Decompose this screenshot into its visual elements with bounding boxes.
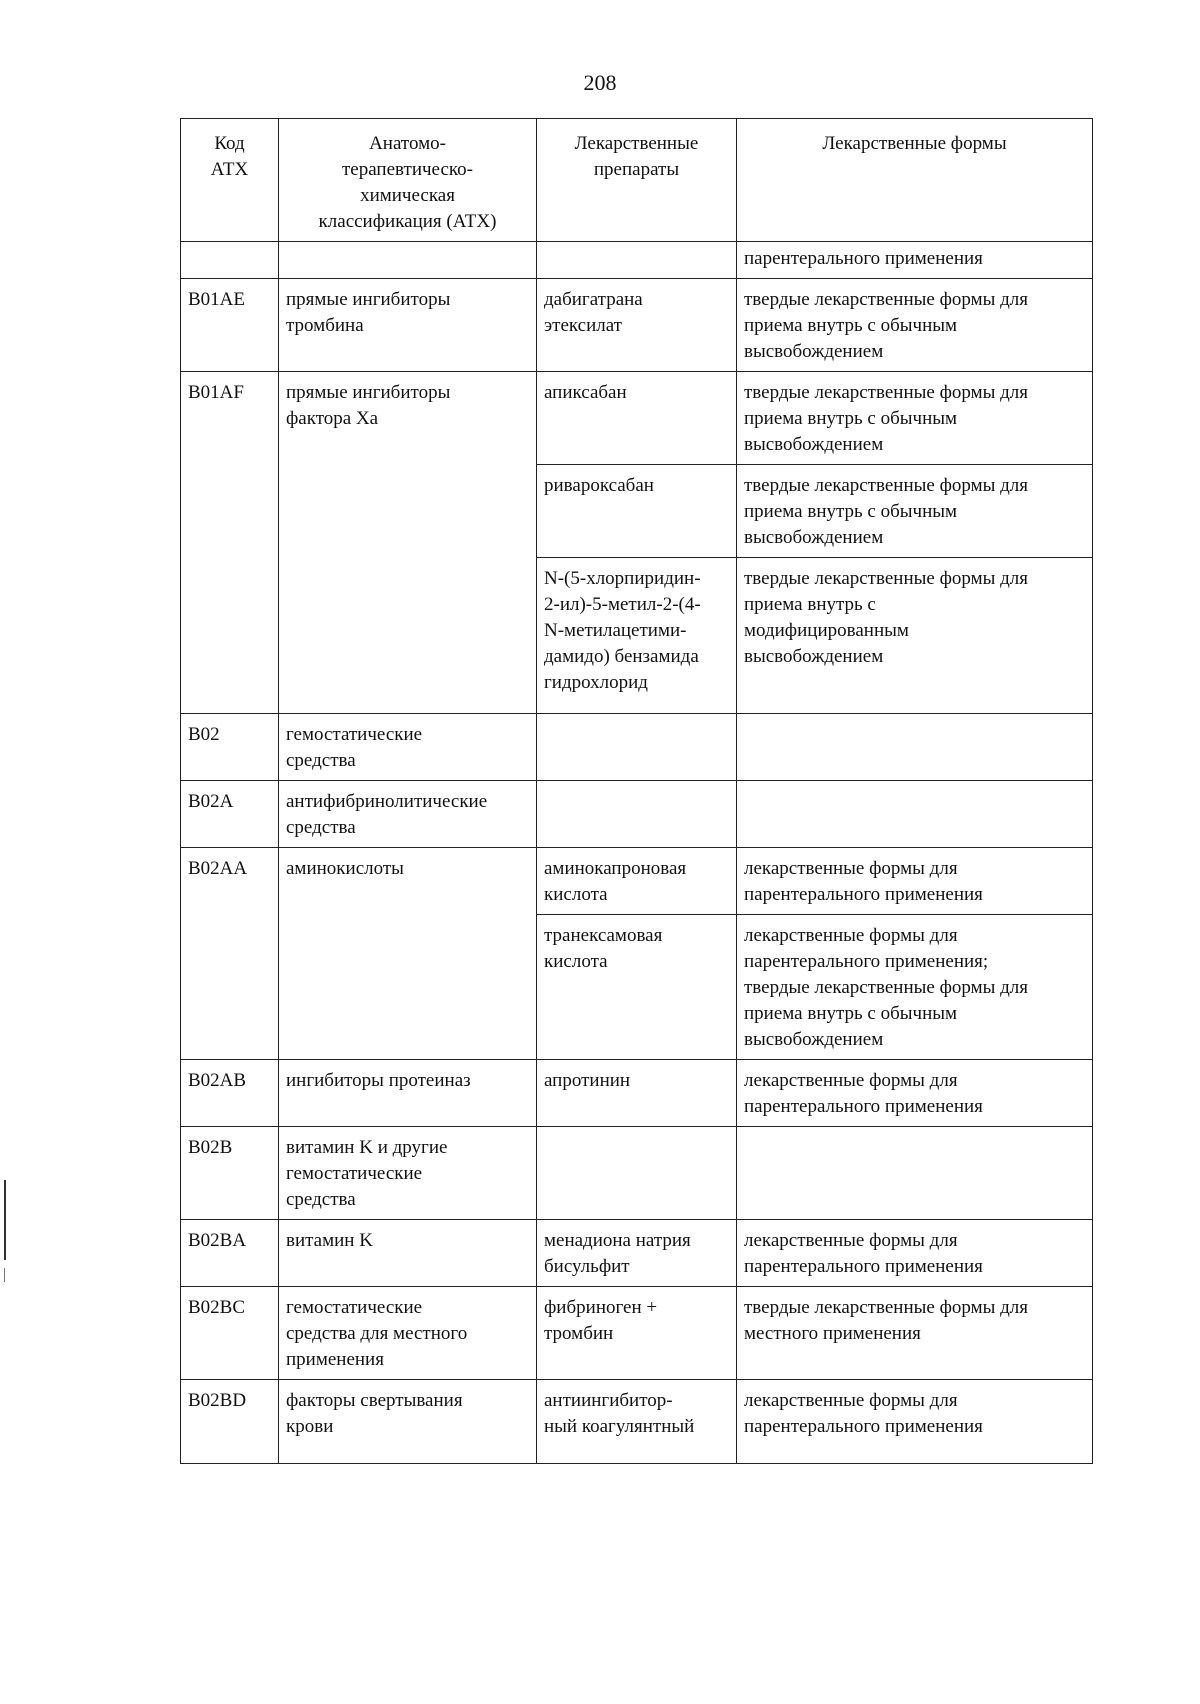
table-row-b01ae [181, 279, 1093, 372]
header-forms: Лекарственные формы [737, 119, 1093, 242]
cell-classification: витамин K и другие гемостатические средства [279, 1127, 537, 1220]
cell-code: B02B [181, 1127, 279, 1220]
cell-form: парентерального применения [737, 242, 1093, 279]
cell-classification: аминокислоты [279, 848, 537, 1060]
cell-code: B02BA [181, 1220, 279, 1287]
cell-code: B02 [181, 714, 279, 781]
cell-classification: ингибиторы протеиназ [279, 1060, 537, 1127]
page-number: 208 [583, 70, 617, 95]
cell-code: B02BD [181, 1380, 279, 1464]
cell-classification: антифибринолитические средства [279, 781, 537, 848]
cell-classification [279, 242, 537, 279]
atx-drug-table [180, 118, 1093, 1464]
cell-form: твердые лекарственные формы для приема внутрь с модифицированным высвобождением [737, 558, 1093, 714]
cell-drug: ривароксабан [537, 465, 737, 558]
cell-classification: факторы свертывания крови [279, 1380, 537, 1464]
cell-drug: дабигатрана этексилат [537, 279, 737, 372]
table-header-row [181, 119, 1093, 242]
table-row-b02aa-1 [181, 848, 1093, 915]
cell-form: твердые лекарственные формы для приема внутрь с обычным высвобождением [737, 372, 1093, 465]
cell-form [737, 714, 1093, 781]
cell-drug: менадиона натрия бисульфит [537, 1220, 737, 1287]
cell-form: твердые лекарственные формы для приема внутрь с обычным высвобождением [737, 465, 1093, 558]
cell-code: B02A [181, 781, 279, 848]
cell-form: лекарственные формы для парентерального применения [737, 1380, 1093, 1464]
cell-code [181, 242, 279, 279]
scan-margin-mark [4, 1180, 6, 1260]
cell-drug: апротинин [537, 1060, 737, 1127]
cell-code: B01AF [181, 372, 279, 714]
cell-form: твердые лекарственные формы для местного применения [737, 1287, 1093, 1380]
header-code: Код АТХ [181, 119, 279, 242]
table-row-b02b [181, 1127, 1093, 1220]
cell-form: лекарственные формы для парентерального применения; твердые лекарственные формы для приема внутрь с обычным высвобождением [737, 915, 1093, 1060]
cell-drug [537, 242, 737, 279]
scan-margin-mark-small [4, 1268, 5, 1282]
cell-drug: N-(5-хлорпиридин- 2-ил)-5-метил-2-(4- N-метилацетими- дамидо) бензамида гидрохлорид [537, 558, 737, 714]
cell-drug: аминокапроновая кислота [537, 848, 737, 915]
cell-classification: гемостатические средства для местного применения [279, 1287, 537, 1380]
cell-form [737, 1127, 1093, 1220]
cell-form: лекарственные формы для парентерального применения [737, 1220, 1093, 1287]
table-row-continuation [181, 242, 1093, 279]
cell-form [737, 781, 1093, 848]
cell-classification: прямые ингибиторы фактора Xa [279, 372, 537, 714]
cell-form: твердые лекарственные формы для приема внутрь с обычным высвобождением [737, 279, 1093, 372]
table-row-b02bc [181, 1287, 1093, 1380]
cell-classification: прямые ингибиторы тромбина [279, 279, 537, 372]
cell-code: B02BC [181, 1287, 279, 1380]
table-row-b02a [181, 781, 1093, 848]
cell-code: B02AB [181, 1060, 279, 1127]
table-row-b02bd [181, 1380, 1093, 1464]
cell-form: лекарственные формы для парентерального применения [737, 848, 1093, 915]
table-row-b01af-1 [181, 372, 1093, 465]
cell-form: лекарственные формы для парентерального применения [737, 1060, 1093, 1127]
table-row-b02ba [181, 1220, 1093, 1287]
cell-drug: транексамовая кислота [537, 915, 737, 1060]
cell-drug: фибриноген + тромбин [537, 1287, 737, 1380]
header-drugs: Лекарственные препараты [537, 119, 737, 242]
header-classification: Анатомо- терапевтическо- химическая классификация (АТХ) [279, 119, 537, 242]
cell-drug [537, 714, 737, 781]
table-row-b02 [181, 714, 1093, 781]
cell-drug: антиингибитор- ный коагулянтный [537, 1380, 737, 1464]
cell-code: B01AE [181, 279, 279, 372]
cell-drug: апиксабан [537, 372, 737, 465]
cell-drug [537, 781, 737, 848]
cell-classification: витамин K [279, 1220, 537, 1287]
cell-classification: гемостатические средства [279, 714, 537, 781]
cell-drug [537, 1127, 737, 1220]
table-row-b02ab [181, 1060, 1093, 1127]
cell-code: B02AA [181, 848, 279, 1060]
